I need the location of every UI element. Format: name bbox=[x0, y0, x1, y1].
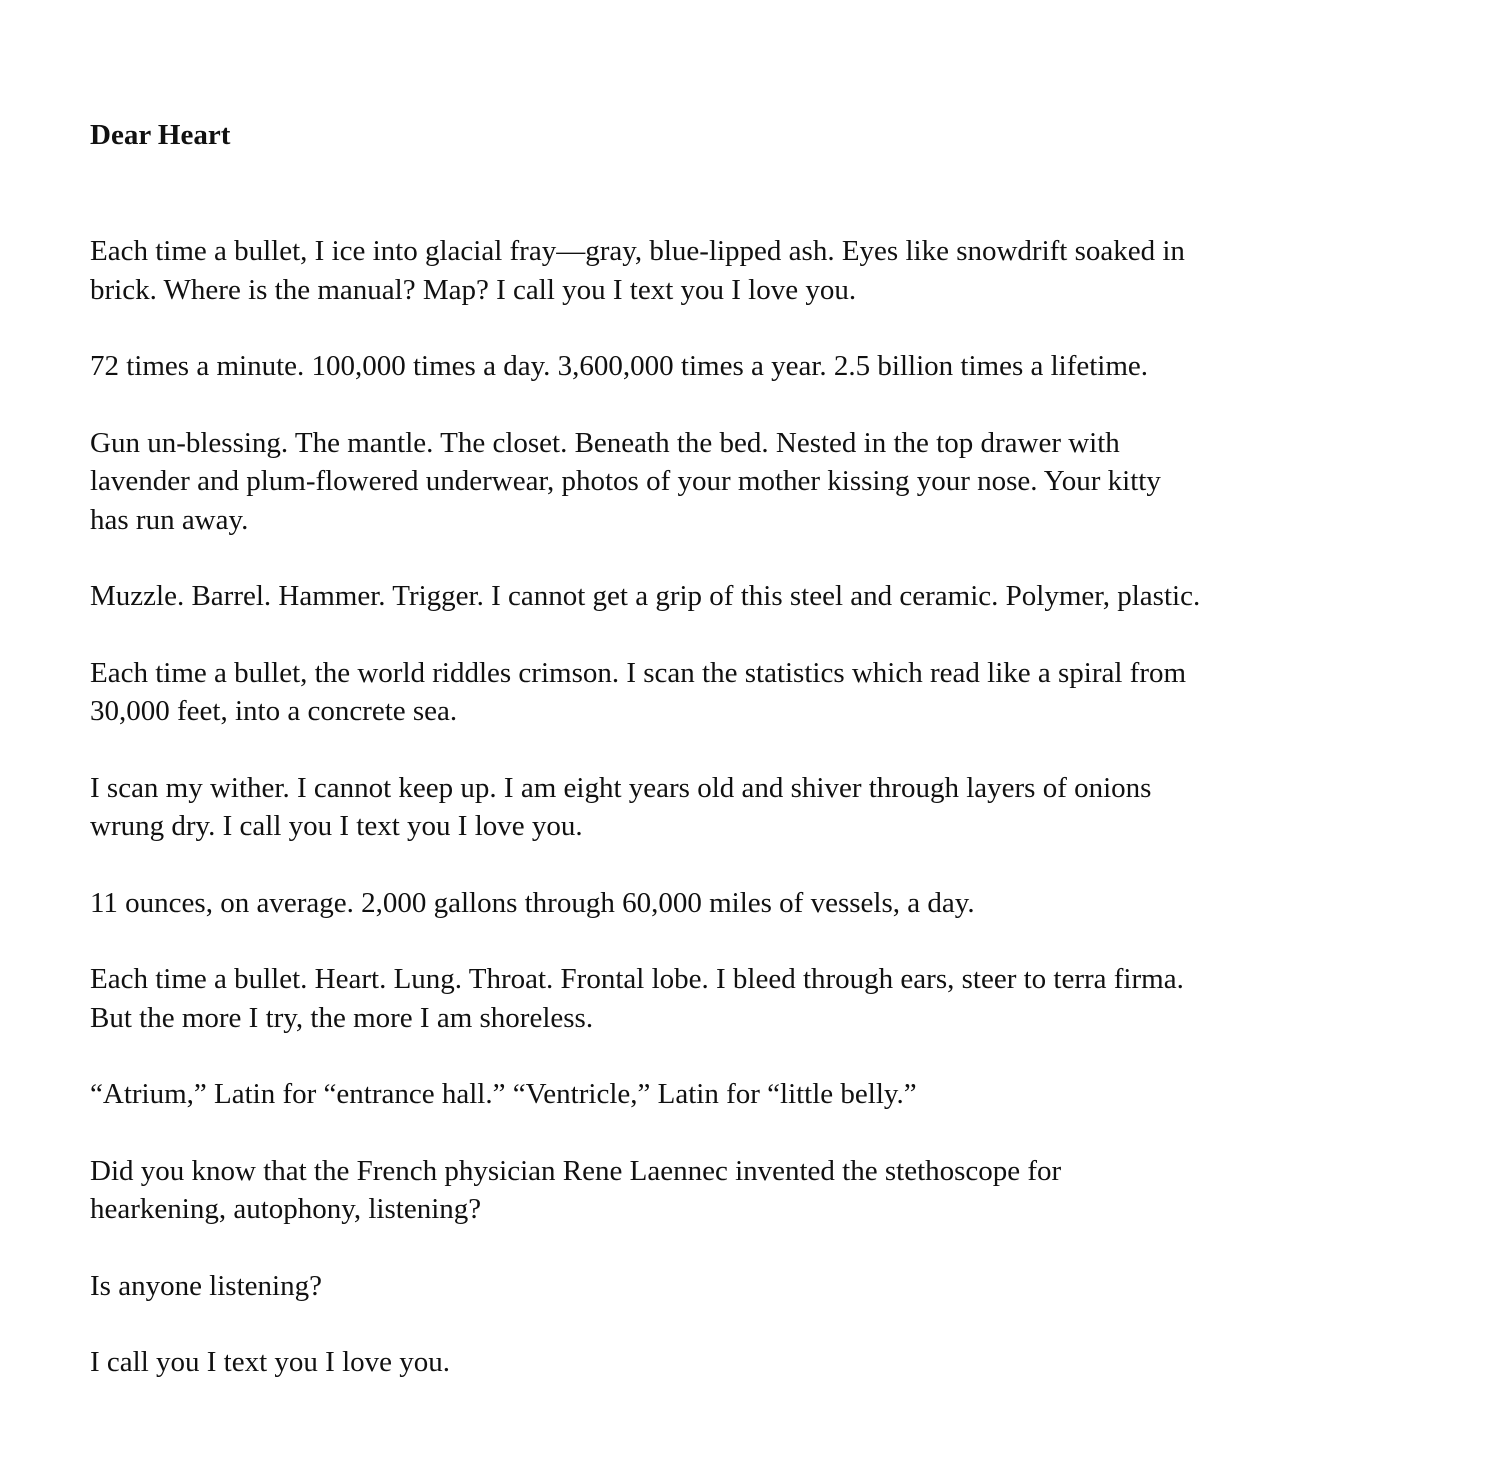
stanza-line: “Atrium,” Latin for “entrance hall.” “Ventricle,” Latin for “little belly.” bbox=[90, 1078, 917, 1110]
stanza-2 bbox=[90, 347, 1390, 386]
stanza-line: I scan my wither. I cannot keep up. I am eight years old and shiver through layers of onions bbox=[90, 771, 1152, 804]
stanza-10 bbox=[90, 1152, 1390, 1229]
stanza-9 bbox=[90, 1075, 1390, 1114]
stanza-line: hearkening, autophony, listening? bbox=[90, 1193, 482, 1225]
stanza-line: lavender and plum-flowered underwear, photos of your mother kissing your nose. Your kitty bbox=[90, 465, 1161, 497]
stanza-line: 30,000 feet, into a concrete sea. bbox=[90, 695, 458, 727]
stanza-5 bbox=[90, 654, 1390, 731]
stanza-line: has run away. bbox=[90, 503, 249, 536]
stanza-line: I call you I text you I love you. bbox=[90, 1346, 450, 1378]
stanza-line: Is anyone listening? bbox=[90, 1269, 322, 1302]
stanza-3 bbox=[90, 424, 1390, 540]
stanza-1 bbox=[90, 232, 1390, 309]
stanza-6 bbox=[90, 769, 1390, 846]
stanza-4 bbox=[90, 577, 1390, 616]
stanza-7 bbox=[90, 884, 1390, 923]
stanza-11 bbox=[90, 1267, 1390, 1306]
stanza-line: Each time a bullet. Heart. Lung. Throat. Frontal lobe. I bleed through ears, steer to terra firma. bbox=[90, 963, 1184, 995]
stanza-line: Each time a bullet, I ice into glacial fray—gray, blue-lipped ash. Eyes like snowdrift soaked in bbox=[90, 235, 1185, 267]
stanza-line: Did you know that the French physician Rene Laennec invented the stethoscope for bbox=[90, 1154, 1062, 1187]
poem-body bbox=[90, 232, 1390, 1420]
stanza-8 bbox=[90, 960, 1390, 1037]
stanza-line: But the more I try, the more I am shoreless. bbox=[90, 1001, 594, 1034]
stanza-12 bbox=[90, 1343, 1390, 1382]
stanza-line: Gun un-blessing. The mantle. The closet. Beneath the bed. Nested in the top drawer with bbox=[90, 426, 1120, 459]
stanza-line: wrung dry. I call you I text you I love you. bbox=[90, 810, 583, 842]
stanza-line: 11 ounces, on average. 2,000 gallons through 60,000 miles of vessels, a day. bbox=[90, 886, 975, 919]
stanza-line: brick. Where is the manual? Map? I call you I text you I love you. bbox=[90, 273, 857, 306]
stanza-line: Muzzle. Barrel. Hammer. Trigger. I cannot get a grip of this steel and ceramic. Polymer, plastic. bbox=[90, 580, 1201, 612]
poem-title: Dear Heart bbox=[90, 119, 231, 151]
stanza-line: Each time a bullet, the world riddles crimson. I scan the statistics which read like a spiral from bbox=[90, 656, 1187, 689]
stanza-line: 72 times a minute. 100,000 times a day. 3,600,000 times a year. 2.5 billion times a lifetime. bbox=[90, 350, 1149, 382]
